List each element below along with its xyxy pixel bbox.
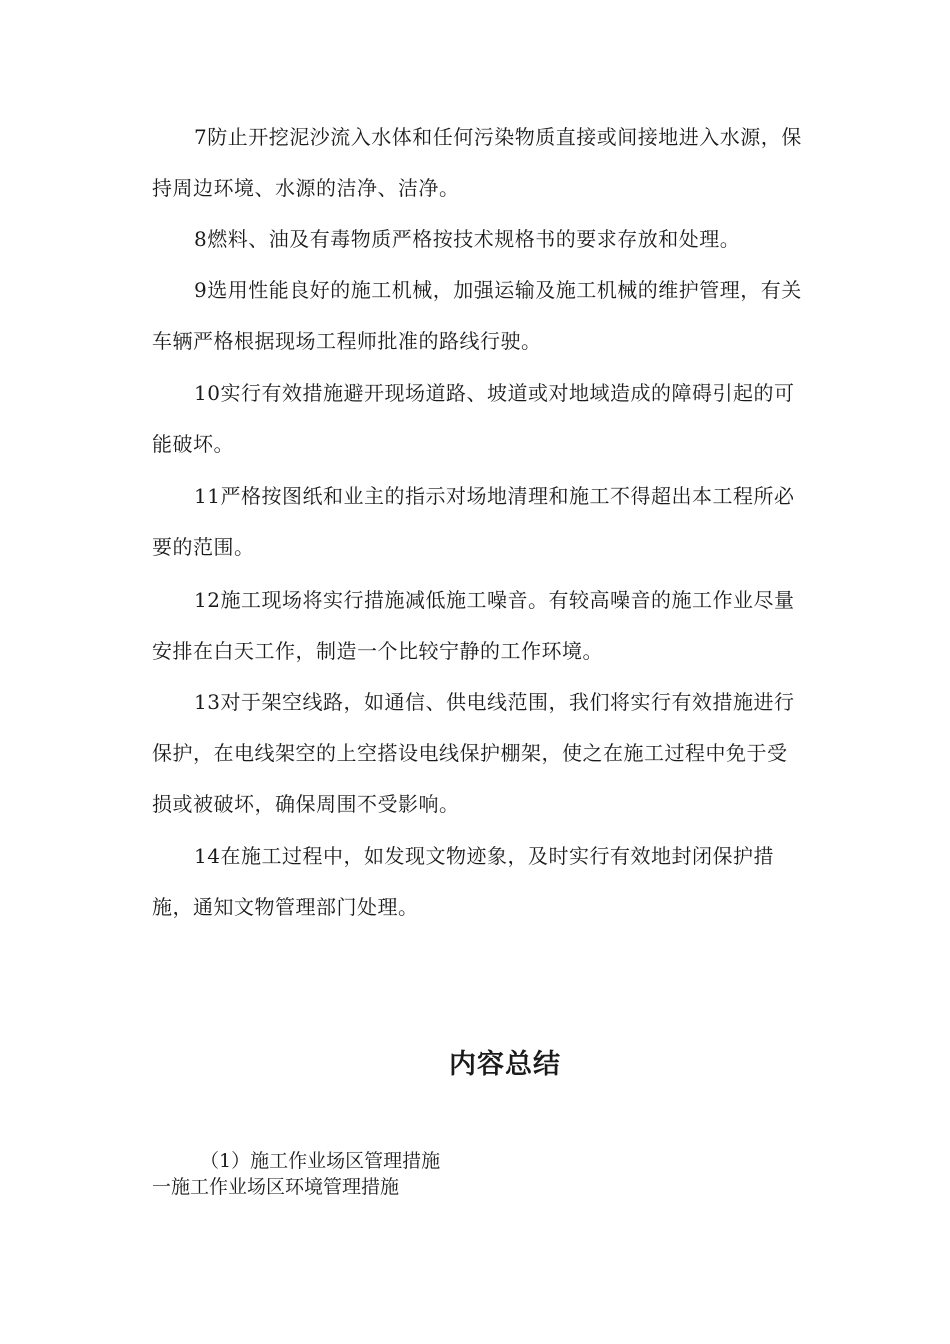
paragraph-13: 13对于架空线路，如通信、供电线范围，我们将实行有效措施进行保护，在电线架空的上空搭设电线保护棚架，使之在施工过程中免于受损或被破坏，确保周围不受影响。 (152, 690, 795, 816)
paragraph-7: 7防止开挖泥沙流入水体和任何污染物质直接或间接地进入水源，保持周边环境、水源的洁净、洁净。 (152, 125, 802, 200)
summary-title: 内容总结 (449, 1049, 561, 1080)
paragraph-11: 11严格按图纸和业主的指示对场地清理和施工不得超出本工程所必要的范围。 (152, 484, 795, 559)
paragraph-9: 9选用性能良好的施工机械，加强运输及施工机械的维护管理，有关车辆严格根据现场工程师批准的路线行驶。 (152, 278, 802, 353)
paragraph-10: 10实行有效措施避开现场道路、坡道或对地域造成的障碍引起的可能破坏。 (152, 381, 795, 456)
paragraph-12: 12施工现场将实行措施减低施工噪音。有较高噪音的施工作业尽量安排在白天工作，制造一个比较宁静的工作环境。 (152, 588, 795, 663)
summary-line-1: （1）施工作业场区管理措施 (200, 1150, 441, 1172)
paragraph-14: 14在施工过程中，如发现文物迹象，及时实行有效地封闭保护措施，通知文物管理部门处理。 (152, 844, 774, 919)
paragraph-8: 8燃料、油及有毒物质严格按技术规格书的要求存放和处理。 (194, 227, 741, 251)
summary-line-2: 一施工作业场区环境管理措施 (152, 1176, 400, 1198)
